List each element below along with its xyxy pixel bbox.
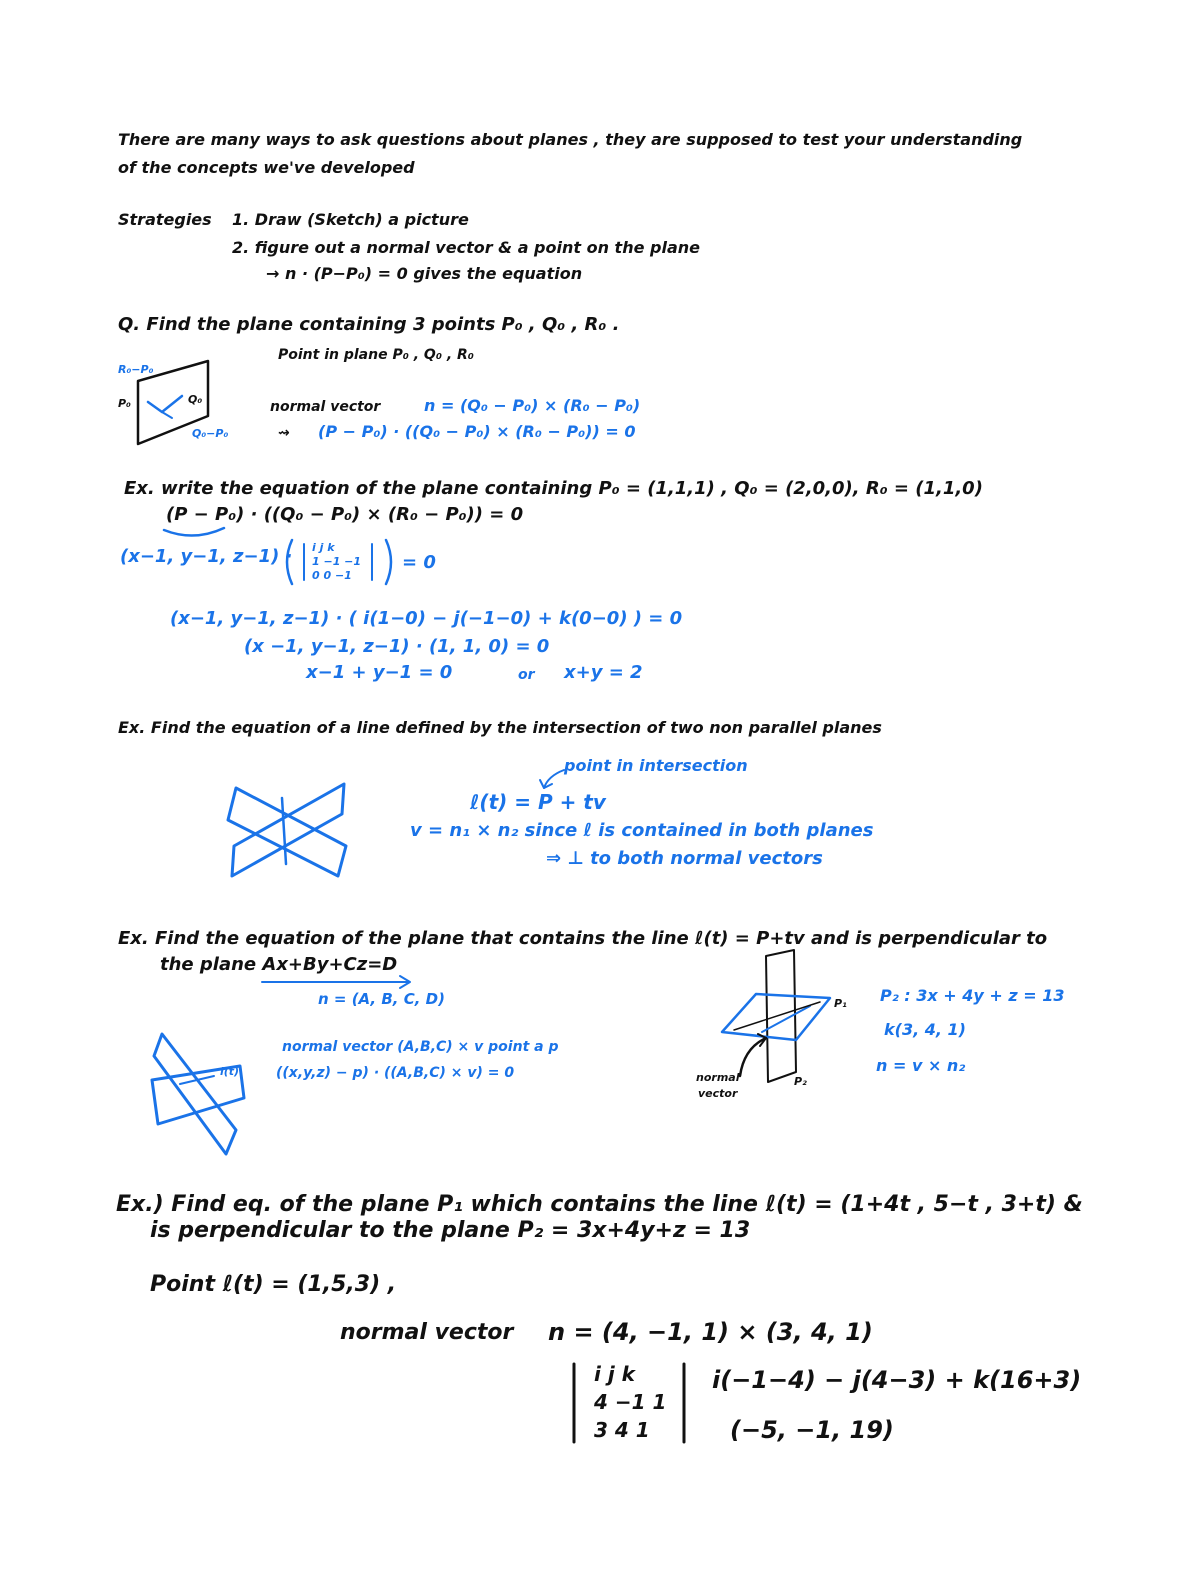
plane-line-figure xyxy=(150,1028,250,1158)
intro-line-1: There are many ways to ask questions about planes , they are supposed to test your understanding xyxy=(118,130,1023,149)
line-perpendicular-note: ⇒ ⊥ to both normal vectors xyxy=(546,848,823,869)
det-row-3: 3 4 1 xyxy=(594,1418,650,1442)
write-equation-step-5: x−1 + y−1 = 0 xyxy=(306,662,453,683)
fig-label-lt: l(t) xyxy=(220,1065,240,1078)
write-equation-or: or xyxy=(518,667,535,683)
matrix-row-1: i j k xyxy=(312,541,335,554)
perp-plane-heading-2: the plane Ax+By+Cz=D xyxy=(160,954,398,975)
strategy-step-3: → n · (P−P₀) = 0 gives the equation xyxy=(266,264,583,283)
write-equation-step-1: (P − P₀) · ((Q₀ − P₀) × (R₀ − P₀)) = 0 xyxy=(166,504,524,525)
line-v-definition: v = n₁ × n₂ since ℓ is contained in both planes xyxy=(410,820,874,841)
write-equation-heading: Ex. write the equation of the plane containing P₀ = (1,1,1) , Q₀ = (2,0,0), R₀ = (1,1,0) xyxy=(124,478,983,499)
det-row-1: i j k xyxy=(594,1362,635,1386)
matrix-row-2: 1 −1 −1 xyxy=(312,555,362,568)
fig-label-vector: vector xyxy=(698,1087,738,1100)
write-equation-step-2-prefix: (x−1, y−1, z−1) · xyxy=(120,546,293,567)
strategy-step-1: 1. Draw (Sketch) a picture xyxy=(232,210,469,229)
p2-equation: P₂ : 3x + 4y + z = 13 xyxy=(880,986,1065,1005)
fig-label-q0-p0: Q₀−P₀ xyxy=(192,427,229,440)
fig-label-normal: normal xyxy=(696,1071,740,1084)
perp-plane-normal-vector: normal vector (A,B,C) × v point a p xyxy=(282,1039,559,1055)
final-normal-equation: n = (4, −1, 1) × (3, 4, 1) xyxy=(548,1318,873,1346)
final-result: (−5, −1, 19) xyxy=(730,1416,894,1444)
perpendicular-planes-figure xyxy=(700,948,850,1088)
normal-vector-label: normal vector xyxy=(270,399,381,415)
normal-vector-formula: n = (Q₀ − P₀) × (R₀ − P₀) xyxy=(424,396,641,415)
fig-label-q0: Q₀ xyxy=(188,393,203,406)
perp-plane-n-line: n = (A, B, C, D) xyxy=(318,990,445,1008)
final-heading-1: Ex.) Find eq. of the plane P₁ which contains the line ℓ(t) = (1+4t , 5−t , 3+t) & xyxy=(116,1192,1083,1217)
three-points-heading: Q. Find the plane containing 3 points P₀ , Q₀ , R₀ . xyxy=(118,314,620,335)
write-equation-step-3: (x−1, y−1, z−1) · ( i(1−0) − j(−1−0) + k(0−0) ) = 0 xyxy=(170,608,683,629)
final-expansion: i(−1−4) − j(4−3) + k(16+3) xyxy=(712,1366,1082,1394)
fig-label-p1: P₁ xyxy=(834,997,847,1010)
intro-line-2: of the concepts we've developed xyxy=(118,158,415,177)
strategy-step-2: 2. figure out a normal vector & a point on the plane xyxy=(232,238,700,257)
fig-label-p0: P₀ xyxy=(118,397,131,410)
perp-plane-heading-1: Ex. Find the equation of the plane that contains the line ℓ(t) = P+tv and is perpendicular to xyxy=(118,928,1048,949)
det-row-2: 4 −1 1 xyxy=(594,1390,667,1414)
underline-arc xyxy=(160,524,230,542)
matrix-row-3: 0 0 −1 xyxy=(312,569,352,582)
three-points-equation: (P − P₀) · ((Q₀ − P₀) × (R₀ − P₀)) = 0 xyxy=(318,422,636,441)
write-equation-step-4: (x −1, y−1, z−1) · (1, 1, 0) = 0 xyxy=(244,636,550,657)
intersecting-planes-figure xyxy=(226,776,356,886)
n-equation: n = v × n₂ xyxy=(876,1056,966,1075)
final-normal-label: normal vector xyxy=(340,1320,514,1345)
three-points-point-line: Point in plane P₀ , Q₀ , R₀ xyxy=(278,347,474,363)
fig-label-p2: P₂ xyxy=(794,1075,807,1088)
line-equation: ℓ(t) = P + tv xyxy=(470,790,606,814)
write-equation-result: x+y = 2 xyxy=(564,662,643,683)
fig-label-r0-p0: R₀−P₀ xyxy=(118,363,154,376)
note-point-intersection: point in intersection xyxy=(564,756,748,775)
equation-arrow: ⇝ xyxy=(278,425,290,441)
k-point: k(3, 4, 1) xyxy=(884,1020,966,1039)
perp-plane-equation: ((x,y,z) − p) · ((A,B,C) × v) = 0 xyxy=(276,1065,515,1081)
line-intersection-heading: Ex. Find the equation of a line defined by the intersection of two non parallel planes xyxy=(118,718,882,737)
underline-arrow xyxy=(258,972,418,992)
write-equation-step-2-suffix: = 0 xyxy=(402,552,436,573)
final-point-line: Point ℓ(t) = (1,5,3) , xyxy=(150,1272,397,1297)
strategies-label: Strategies xyxy=(118,210,212,229)
final-heading-2: is perpendicular to the plane P₂ = 3x+4y+z = 13 xyxy=(150,1218,751,1243)
